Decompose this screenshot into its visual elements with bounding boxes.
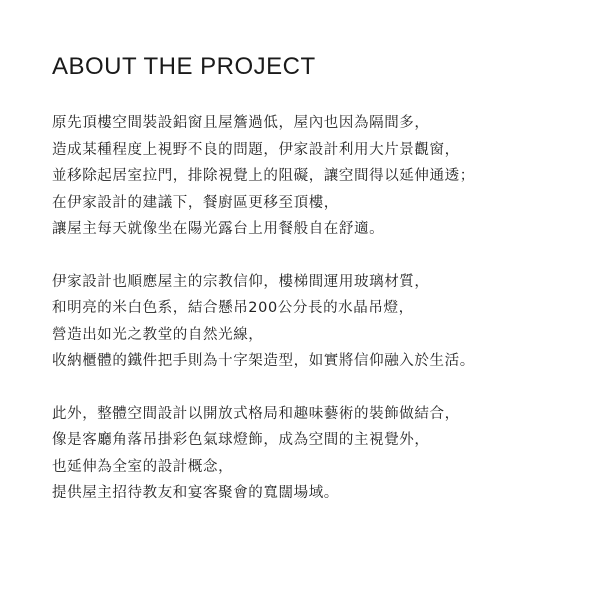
text-line: 伊家設計也順應屋主的宗教信仰，樓梯間運用玻璃材質， <box>52 273 430 290</box>
page-title: ABOUT THE PROJECT <box>52 53 316 80</box>
text-line: 此外，整體空間設計以開放式格局和趣味藝術的裝飾做結合， <box>52 405 460 422</box>
text-line: 並移除起居室拉門，排除視覺上的阻礙，讓空間得以延伸通透； <box>52 168 475 184</box>
text-line: 提供屋主招待教友和宴客聚會的寬闊場域。 <box>52 485 339 501</box>
text-line: 在伊家設計的建議下，餐廚區更移至頂樓， <box>52 194 339 211</box>
text-line: 營造出如光之教堂的自然光線， <box>52 326 264 343</box>
text-line: 收納櫃體的鐵件把手則為十字架造型，如實將信仰融入於生活。 <box>52 353 475 369</box>
text-line: 原先頂樓空間裝設鋁窗且屋簷過低，屋內也因為隔間多， <box>52 115 430 131</box>
text-line: 也延伸為全室的設計概念， <box>52 458 234 475</box>
text-line: 像是客廳角落吊掛彩色氣球燈飾，成為空間的主視覺外， <box>52 432 430 448</box>
paragraph-2 <box>52 269 582 375</box>
paragraph-1 <box>52 110 582 243</box>
text-line: 造成某種程度上視野不良的問題，伊家設計利用大片景觀窗， <box>52 141 460 158</box>
project-description <box>52 52 582 533</box>
text-line: 讓屋主每天就像坐在陽光露台上用餐般自在舒適。 <box>52 221 385 237</box>
text-line: 和明亮的米白色系，結合懸吊200公分長的水晶吊燈， <box>52 300 414 316</box>
paragraph-3 <box>52 401 582 507</box>
